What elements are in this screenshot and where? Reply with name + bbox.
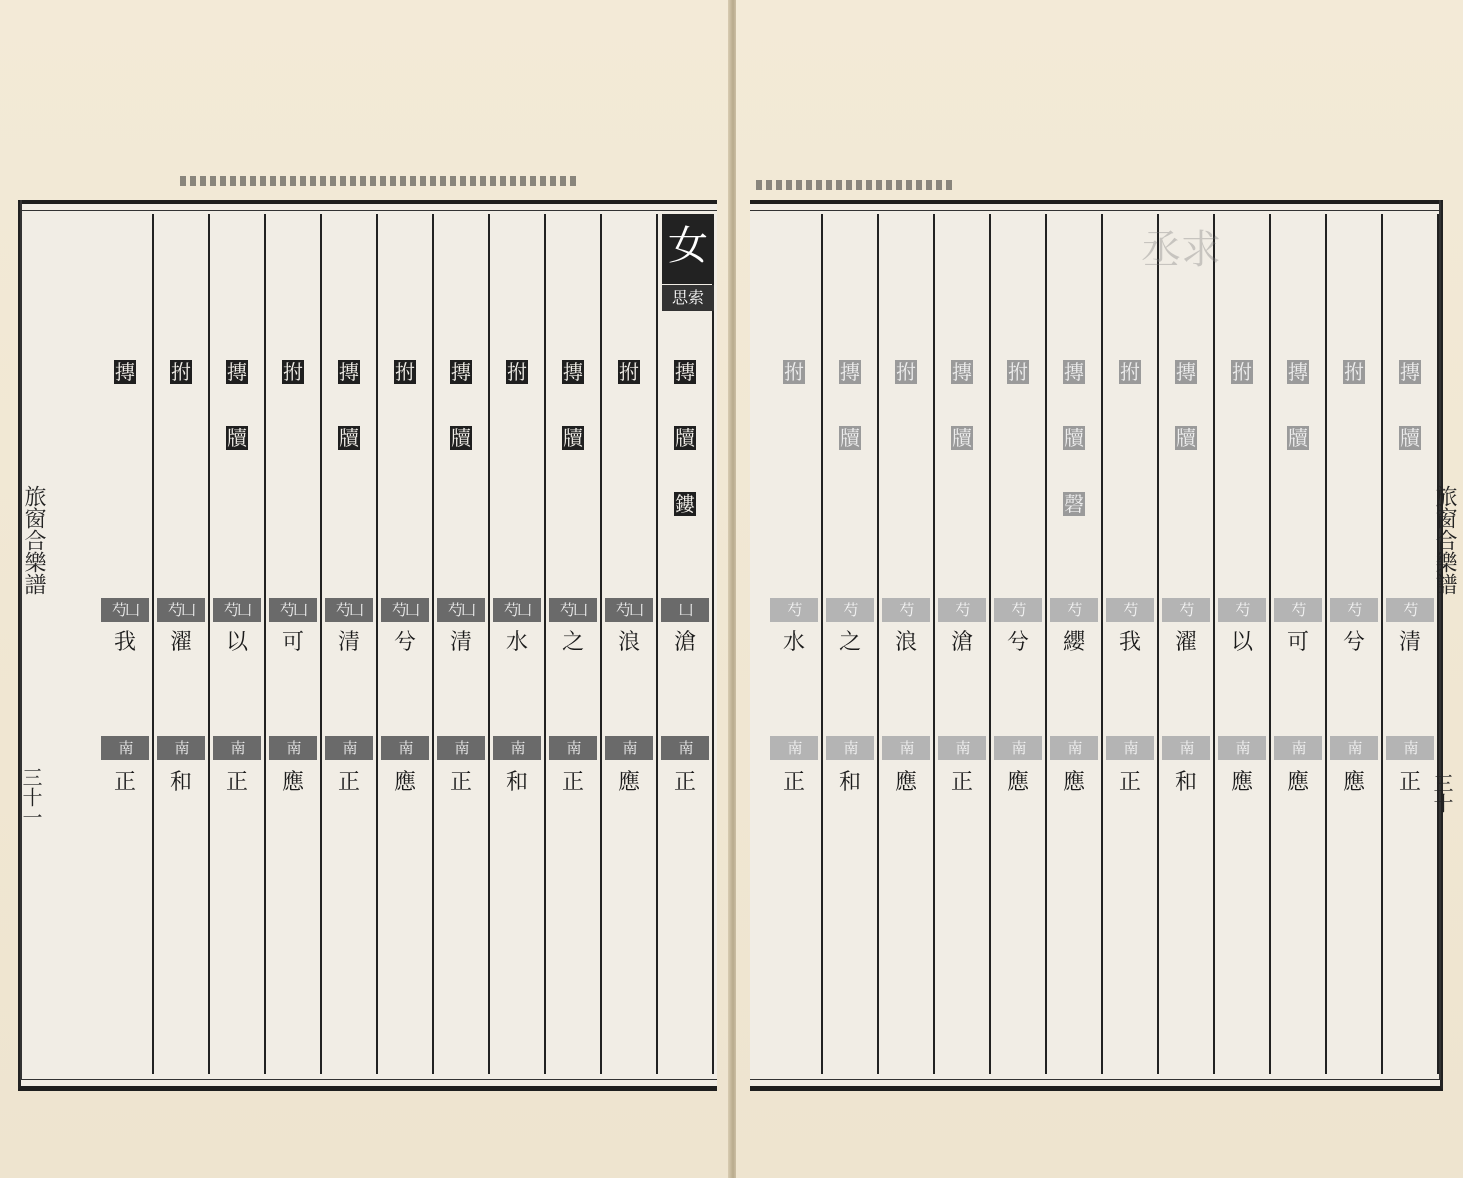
pitch-mark: 芍 xyxy=(1218,598,1266,622)
tablature-mark: 摶 xyxy=(1176,360,1196,384)
lyric-char: 纓 xyxy=(1062,630,1086,655)
note-char: 應 xyxy=(1286,770,1310,795)
lyric-char: 兮 xyxy=(393,630,417,655)
note-mark: 南 xyxy=(269,736,317,760)
note-char: 和 xyxy=(505,770,529,795)
tablature-mark: 摶 xyxy=(1064,360,1084,384)
note-char: 應 xyxy=(1006,770,1030,795)
note-char: 應 xyxy=(894,770,918,795)
note-mark: 南 xyxy=(938,736,986,760)
tablature-mark: 摶 xyxy=(451,360,471,384)
lyric-char: 水 xyxy=(505,630,529,655)
score-column xyxy=(991,214,1047,1074)
pitch-mark: 芍 xyxy=(826,598,874,622)
pitch-mark: 芍凵 xyxy=(437,598,485,622)
lyric-char: 濯 xyxy=(1174,630,1198,655)
note-mark: 南 xyxy=(770,736,818,760)
pitch-mark: 芍凵 xyxy=(269,598,317,622)
lyric-char: 滄 xyxy=(673,630,697,655)
tablature-mark: 拊 xyxy=(283,360,303,384)
note-mark: 南 xyxy=(1162,736,1210,760)
tablature-mark: 摶 xyxy=(675,360,695,384)
note-mark: 南 xyxy=(493,736,541,760)
lyric-char: 之 xyxy=(561,630,585,655)
pitch-mark: 芍 xyxy=(994,598,1042,622)
score-column xyxy=(490,214,546,1074)
lyric-char: 兮 xyxy=(1006,630,1030,655)
lyric-char: 之 xyxy=(838,630,862,655)
tablature-mark: 摶 xyxy=(840,360,860,384)
note-char: 應 xyxy=(1062,770,1086,795)
tablature-mark: 摶 xyxy=(952,360,972,384)
note-char: 應 xyxy=(1230,770,1254,795)
pitch-mark: 芍凵 xyxy=(605,598,653,622)
pitch-mark: 芍凵 xyxy=(549,598,597,622)
score-column xyxy=(378,214,434,1074)
lyric-char: 浪 xyxy=(617,630,641,655)
score-column xyxy=(210,214,266,1074)
score-column xyxy=(1215,214,1271,1074)
left-spine-title: 旅窗合樂譜 xyxy=(21,485,46,595)
score-column xyxy=(266,214,322,1074)
score-column xyxy=(767,214,823,1074)
pitch-mark: 凵 xyxy=(661,598,709,622)
score-column xyxy=(658,214,714,1074)
tablature-mark: 拊 xyxy=(507,360,527,384)
pitch-mark: 芍凵 xyxy=(493,598,541,622)
note-char: 和 xyxy=(169,770,193,795)
lyric-char: 清 xyxy=(337,630,361,655)
tablature-mark: 牘 xyxy=(563,426,583,450)
note-mark: 南 xyxy=(325,736,373,760)
left-page xyxy=(0,0,730,1178)
note-mark: 南 xyxy=(994,736,1042,760)
tablature-mark: 牘 xyxy=(227,426,247,450)
right-ghost-seal: 丞求 xyxy=(1141,227,1221,273)
lyric-char: 兮 xyxy=(1342,630,1366,655)
note-mark: 南 xyxy=(101,736,149,760)
score-column xyxy=(935,214,991,1074)
tablature-mark: 拊 xyxy=(619,360,639,384)
right-spine-line xyxy=(1439,200,1441,1080)
score-column xyxy=(1383,214,1439,1074)
lyric-char: 可 xyxy=(1286,630,1310,655)
tablature-mark: 摶 xyxy=(1400,360,1420,384)
score-column xyxy=(1327,214,1383,1074)
note-char: 正 xyxy=(561,770,585,795)
tablature-mark: 鏤 xyxy=(675,492,695,516)
lyric-char: 可 xyxy=(281,630,305,655)
pitch-mark: 芍凵 xyxy=(213,598,261,622)
note-mark: 南 xyxy=(661,736,709,760)
score-column xyxy=(1271,214,1327,1074)
pitch-mark: 芍凵 xyxy=(325,598,373,622)
note-mark: 南 xyxy=(1330,736,1378,760)
tablature-mark: 拊 xyxy=(1232,360,1252,384)
lyric-char: 浪 xyxy=(894,630,918,655)
tablature-mark: 牘 xyxy=(339,426,359,450)
tablature-mark: 拊 xyxy=(1008,360,1028,384)
note-mark: 南 xyxy=(437,736,485,760)
tablature-mark: 牘 xyxy=(1176,426,1196,450)
note-mark: 南 xyxy=(1050,736,1098,760)
note-mark: 南 xyxy=(381,736,429,760)
tablature-mark: 拊 xyxy=(1120,360,1140,384)
note-char: 正 xyxy=(337,770,361,795)
pitch-mark: 芍凵 xyxy=(101,598,149,622)
score-column xyxy=(602,214,658,1074)
pitch-mark: 芍 xyxy=(938,598,986,622)
pitch-mark: 芍凵 xyxy=(381,598,429,622)
note-char: 正 xyxy=(225,770,249,795)
score-column xyxy=(1159,214,1215,1074)
tablature-mark: 拊 xyxy=(395,360,415,384)
pitch-mark: 芍 xyxy=(770,598,818,622)
note-mark: 南 xyxy=(1386,736,1434,760)
left-spine-line xyxy=(20,200,22,1080)
note-mark: 南 xyxy=(549,736,597,760)
score-column xyxy=(546,214,602,1074)
top-ink-smudge xyxy=(180,176,580,186)
tablature-mark: 摶 xyxy=(227,360,247,384)
right-folio: 三十 xyxy=(1430,773,1454,813)
pitch-mark: 芍 xyxy=(882,598,930,622)
score-column xyxy=(823,214,879,1074)
score-column xyxy=(1047,214,1103,1074)
score-column xyxy=(154,214,210,1074)
score-column xyxy=(98,214,154,1074)
pitch-mark: 芍 xyxy=(1162,598,1210,622)
lyric-char: 以 xyxy=(225,630,249,655)
tablature-mark: 拊 xyxy=(171,360,191,384)
note-mark: 南 xyxy=(605,736,653,760)
score-column xyxy=(1103,214,1159,1074)
tablature-mark: 摶 xyxy=(339,360,359,384)
note-mark: 南 xyxy=(1218,736,1266,760)
lyric-char: 清 xyxy=(1398,630,1422,655)
note-char: 應 xyxy=(617,770,641,795)
pitch-mark: 芍 xyxy=(1274,598,1322,622)
pitch-mark: 芍 xyxy=(1050,598,1098,622)
note-char: 正 xyxy=(1398,770,1422,795)
left-title-glyph: 女 xyxy=(662,214,714,284)
right-spine-title: 旅窗合樂譜 xyxy=(1432,485,1457,595)
tablature-mark: 牘 xyxy=(952,426,972,450)
tablature-mark: 牘 xyxy=(1064,426,1084,450)
lyric-char: 水 xyxy=(782,630,806,655)
pitch-mark: 芍 xyxy=(1386,598,1434,622)
note-char: 正 xyxy=(673,770,697,795)
note-mark: 南 xyxy=(1274,736,1322,760)
note-char: 應 xyxy=(281,770,305,795)
tablature-mark: 牘 xyxy=(840,426,860,450)
score-column xyxy=(879,214,935,1074)
pitch-mark: 芍 xyxy=(1106,598,1154,622)
tablature-mark: 磬 xyxy=(1064,492,1084,516)
tablature-mark: 拊 xyxy=(784,360,804,384)
lyric-char: 滄 xyxy=(950,630,974,655)
note-char: 正 xyxy=(950,770,974,795)
note-char: 和 xyxy=(1174,770,1198,795)
lyric-char: 以 xyxy=(1230,630,1254,655)
tablature-mark: 牘 xyxy=(451,426,471,450)
tablature-mark: 牘 xyxy=(1288,426,1308,450)
lyric-char: 我 xyxy=(1118,630,1142,655)
tablature-mark: 牘 xyxy=(1400,426,1420,450)
lyric-char: 清 xyxy=(449,630,473,655)
tablature-mark: 摶 xyxy=(115,360,135,384)
tablature-mark: 摶 xyxy=(563,360,583,384)
right-page xyxy=(736,0,1463,1178)
pitch-mark: 芍 xyxy=(1330,598,1378,622)
tablature-mark: 拊 xyxy=(1344,360,1364,384)
note-char: 應 xyxy=(393,770,417,795)
note-char: 正 xyxy=(113,770,137,795)
tablature-mark: 摶 xyxy=(1288,360,1308,384)
note-mark: 南 xyxy=(157,736,205,760)
note-mark: 南 xyxy=(213,736,261,760)
note-char: 正 xyxy=(1118,770,1142,795)
top-ink-smudge-right xyxy=(756,180,956,190)
note-char: 和 xyxy=(838,770,862,795)
note-mark: 南 xyxy=(1106,736,1154,760)
tablature-mark: 拊 xyxy=(896,360,916,384)
note-char: 正 xyxy=(782,770,806,795)
left-folio: 三十一 xyxy=(19,767,43,827)
note-mark: 南 xyxy=(826,736,874,760)
score-column xyxy=(434,214,490,1074)
note-mark: 南 xyxy=(882,736,930,760)
score-column xyxy=(322,214,378,1074)
lyric-char: 我 xyxy=(113,630,137,655)
lyric-char: 濯 xyxy=(169,630,193,655)
note-char: 應 xyxy=(1342,770,1366,795)
pitch-mark: 芍凵 xyxy=(157,598,205,622)
note-char: 正 xyxy=(449,770,473,795)
left-title-sub: 思索 xyxy=(662,285,714,311)
tablature-mark: 牘 xyxy=(675,426,695,450)
